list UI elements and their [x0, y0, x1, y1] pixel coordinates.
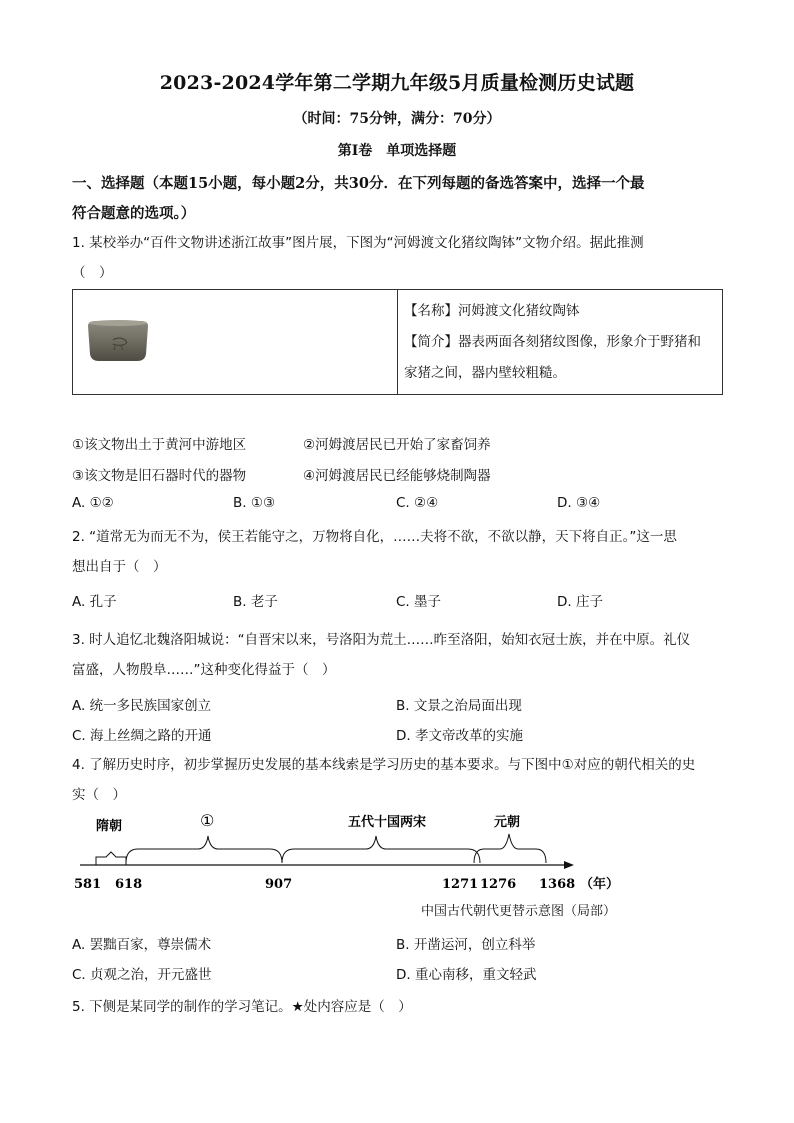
artifact-name: 【名称】河姆渡文化猪纹陶钵 [404, 303, 580, 319]
year-1368: 1368 [539, 877, 576, 892]
year-1276: 1276 [480, 877, 517, 892]
q4-stem-line-1: 4. 了解历史时序，初步掌握历史发展的基本线索是学习历史的基本要求。与下图中①对应的朝代相关的史 [72, 757, 696, 773]
q5-stem: 5. 下侧是某同学的制作的学习笔记。★处内容应是（ ） [72, 999, 412, 1015]
q2-stem-line-1: 2. “道常无为而无不为，侯王若能守之，万物将自化，……夫将不欲，不欲以静，天下将自正。”这一思 [72, 529, 677, 545]
q2-option-d[interactable]: D. 庄子 [557, 594, 603, 610]
section-line-1: 一、选择题（本题15小题，每小题2分，共30分．在下列每题的备选答案中，选择一个最 [72, 175, 645, 192]
q1-option-b[interactable]: B. ①③ [233, 495, 276, 511]
year-1271: 1271 [442, 877, 479, 892]
q3-option-a[interactable]: A. 统一多民族国家创立 [72, 698, 212, 714]
q2-stem-line-2: 想出自于（ ） [72, 559, 167, 575]
q3-stem [72, 625, 728, 685]
q1-option-a[interactable]: A. ①② [72, 495, 114, 511]
q1-option-c[interactable]: C. ②④ [396, 495, 439, 511]
q2-stem [72, 522, 728, 582]
year-618: 618 [115, 877, 143, 892]
sui-bracket [96, 852, 126, 865]
label-sui: 隋朝 [96, 819, 123, 834]
year-907: 907 [265, 877, 293, 892]
exam-title: 2023-2024学年第二学期九年级5月质量检测历史试题 [159, 72, 635, 94]
section-instructions [72, 169, 728, 229]
q1-stem-line-2: （ ） [72, 265, 113, 281]
q4-option-d[interactable]: D. 重心南移，重文轻武 [396, 967, 537, 983]
q2-option-c[interactable]: C. 墨子 [396, 594, 442, 610]
q4-option-a[interactable]: A. 罢黜百家，尊崇儒术 [72, 937, 212, 953]
artifact-image-cell [73, 290, 398, 395]
q1-artifact-table [72, 289, 723, 395]
q1-stem-line-1: 1. 某校举办“百件文物讲述浙江故事”图片展，下图为“河姆渡文化猪纹陶钵”文物介绍。据此推测 [72, 235, 644, 251]
q1-stem [72, 228, 728, 288]
timeline-caption: 中国古代朝代更替示意图（局部） [421, 904, 617, 919]
q3-option-c[interactable]: C. 海上丝绸之路的开通 [72, 728, 212, 744]
q2-option-a[interactable]: A. 孔子 [72, 594, 117, 610]
q3-option-d[interactable]: D. 孝文帝改革的实施 [396, 728, 523, 744]
q1-option-d[interactable]: D. ③④ [557, 495, 601, 511]
q4-option-b[interactable]: B. 开凿运河，创立科举 [396, 937, 536, 953]
part-heading: 第Ⅰ卷 单项选择题 [337, 143, 457, 159]
year-unit: （年） [580, 877, 620, 892]
q1-statement-4: ④河姆渡居民已经能够烧制陶器 [303, 468, 491, 484]
artifact-intro-line-2: 家猪之间，器内壁较粗糙。 [404, 365, 566, 381]
exam-subtitle: （时间：75分钟，满分：70分） [293, 111, 501, 127]
label-circle-one: ① [200, 811, 215, 830]
q1-statement-2: ②河姆渡居民已开始了家畜饲养 [303, 437, 491, 453]
q1-statement-1: ①该文物出土于黄河中游地区 [72, 437, 247, 453]
label-wudai-song: 五代十国两宋 [348, 815, 427, 830]
q3-option-b[interactable]: B. 文景之治局面出现 [396, 698, 522, 714]
pottery-bowl-image [85, 318, 151, 364]
yuan-bracket [474, 834, 546, 863]
q4-stem [72, 750, 728, 810]
year-581: 581 [74, 877, 102, 892]
q3-stem-line-2: 富盛，人物殷阜……”这种变化得益于（ ） [72, 662, 336, 678]
circle-one-bracket [126, 836, 282, 863]
wudai-song-bracket [282, 836, 480, 863]
section-line-2: 符合题意的选项。） [72, 205, 196, 222]
q2-option-b[interactable]: B. 老子 [233, 594, 278, 610]
q4-option-c[interactable]: C. 贞观之治，开元盛世 [72, 967, 212, 983]
timeline-arrowhead [564, 861, 574, 869]
q4-stem-line-2: 实（ ） [72, 787, 126, 803]
label-yuan: 元朝 [494, 815, 521, 830]
artifact-intro-line-1: 【简介】器表两面各刻猪纹图像，形象介于野猪和 [404, 334, 701, 350]
q3-stem-line-1: 3. 时人追忆北魏洛阳城说：“自晋宋以来，号洛阳为荒土……昨至洛阳，始知衣冠士族，并在中原。礼仪 [72, 632, 691, 648]
artifact-info-cell [398, 290, 723, 395]
q1-statement-3: ③该文物是旧石器时代的器物 [72, 468, 247, 484]
